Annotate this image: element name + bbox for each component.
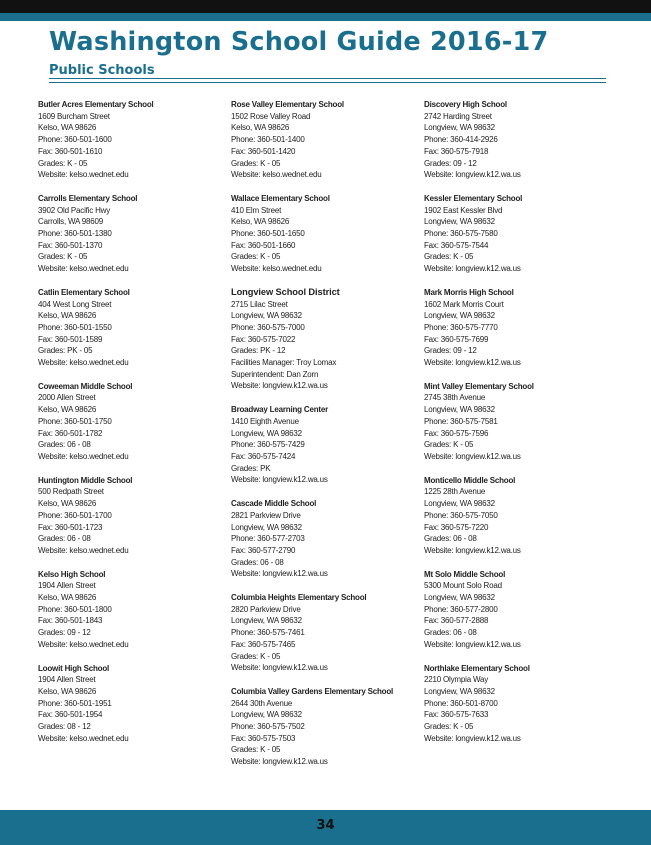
school-entry: [231, 592, 411, 674]
phone-number: Phone: 360-501-1750: [38, 416, 112, 426]
phone-number: Phone: 360-501-8700: [424, 698, 498, 708]
phone-number: Phone: 360-575-7000: [231, 322, 305, 332]
website: Website: longview.k12.wa.us: [424, 545, 521, 555]
website: Website: kelso.wednet.edu: [38, 264, 129, 274]
city-state-zip: Longview, WA 98632: [231, 616, 302, 626]
directory-column-2: [231, 99, 411, 780]
school-name: Cascade Middle School: [231, 499, 317, 509]
city-state-zip: Kelso, WA 98626: [38, 311, 97, 321]
school-name: Columbia Valley Gardens Elementary School: [231, 686, 394, 696]
website: Website: longview.k12.wa.us: [424, 451, 521, 461]
website: Website: longview.k12.wa.us: [231, 475, 328, 485]
school-name: Kessler Elementary School: [424, 193, 523, 203]
phone-number: Phone: 360-575-7050: [424, 510, 498, 520]
school-name: Catlin Elementary School: [38, 287, 130, 297]
fax-number: Fax: 360-501-1843: [38, 616, 103, 626]
directory-column-3: [424, 99, 604, 756]
city-state-zip: Longview, WA 98632: [231, 710, 302, 720]
city-state-zip: Longview, WA 98632: [424, 311, 495, 321]
street-address: 5300 Mount Solo Road: [424, 581, 502, 591]
phone-number: Phone: 360-501-1800: [38, 604, 112, 614]
street-address: 410 Elm Street: [231, 205, 282, 215]
phone-number: Phone: 360-577-2800: [424, 604, 498, 614]
section-subtitle: Public Schools: [49, 63, 155, 78]
street-address: 500 Redpath Street: [38, 487, 104, 497]
school-entry: [424, 381, 604, 463]
grades-range: Grades: K - 05: [424, 722, 474, 732]
city-state-zip: Kelso, WA 98626: [38, 499, 97, 509]
phone-number: Phone: 360-575-7429: [231, 440, 305, 450]
website: Website: longview.k12.wa.us: [424, 170, 521, 180]
school-entry: [231, 404, 411, 486]
header-rule: [49, 78, 606, 79]
fax-number: Fax: 360-501-1610: [38, 146, 103, 156]
phone-number: Phone: 360-575-7580: [424, 229, 498, 239]
city-state-zip: Longview, WA 98632: [424, 499, 495, 509]
website: Website: longview.k12.wa.us: [231, 757, 328, 767]
page-number: 34: [316, 818, 335, 833]
school-name: Mint Valley Elementary School: [424, 381, 534, 391]
website: Website: longview.k12.wa.us: [424, 264, 521, 274]
website: Website: kelso.wednet.edu: [38, 451, 129, 461]
grades-range: Grades: K - 05: [231, 651, 281, 661]
fax-number: Fax: 360-577-2888: [424, 616, 489, 626]
grades-range: Grades: K - 05: [231, 252, 281, 262]
grades-range: Grades: 09 - 12: [424, 158, 477, 168]
top-teal-bar: [0, 13, 651, 21]
school-name: Broadway Learning Center: [231, 405, 329, 415]
school-entry: [424, 193, 604, 275]
directory-column-1: [38, 99, 218, 756]
grades-range: Grades: 06 - 08: [231, 557, 284, 567]
phone-number: Phone: 360-575-7502: [231, 722, 305, 732]
grades-range: Grades: K - 05: [424, 440, 474, 450]
street-address: 1904 Allen Street: [38, 675, 96, 685]
school-name: Columbia Heights Elementary School: [231, 593, 367, 603]
school-entry: [424, 99, 604, 181]
city-state-zip: Longview, WA 98632: [424, 593, 495, 603]
school-name: Loowit High School: [38, 663, 110, 673]
school-entry: [424, 475, 604, 557]
school-entry: [231, 498, 411, 580]
website: Website: longview.k12.wa.us: [424, 733, 521, 743]
street-address: 2210 Olympia Way: [424, 675, 489, 685]
street-address: 1225 28th Avenue: [424, 487, 486, 497]
school-entry: [231, 99, 411, 181]
phone-number: Phone: 360-501-1600: [38, 135, 112, 145]
district-name: Longview School District: [231, 286, 340, 297]
phone-number: Phone: 360-577-2703: [231, 534, 305, 544]
grades-range: Grades: 06 - 08: [38, 534, 91, 544]
city-state-zip: Longview, WA 98632: [424, 123, 495, 133]
school-entry: [38, 381, 218, 463]
school-name: Butler Acres Elementary School: [38, 100, 154, 109]
school-entry: [38, 475, 218, 557]
fax-number: Fax: 360-575-7424: [231, 451, 296, 461]
street-address: 2821 Parkview Drive: [231, 510, 301, 520]
fax-number: Fax: 360-501-1723: [38, 522, 103, 532]
header-rule-thin: [49, 82, 606, 83]
grades-range: Grades: PK - 12: [231, 346, 286, 356]
city-state-zip: Longview, WA 98632: [424, 217, 495, 227]
phone-number: Phone: 360-501-1550: [38, 322, 112, 332]
grades-range: Grades: 06 - 08: [38, 440, 91, 450]
website: Website: kelso.wednet.edu: [38, 170, 129, 180]
phone-number: Phone: 360-501-1650: [231, 229, 305, 239]
city-state-zip: Longview, WA 98632: [424, 686, 495, 696]
school-name: Mt Solo Middle School: [424, 569, 506, 579]
fax-number: Fax: 360-501-1370: [38, 240, 103, 250]
street-address: 2820 Parkview Drive: [231, 604, 301, 614]
phone-number: Phone: 360-501-1700: [38, 510, 112, 520]
grades-range: Grades: PK: [231, 463, 271, 473]
street-address: 2742 Harding Street: [424, 111, 492, 121]
fax-number: Fax: 360-501-1589: [38, 334, 103, 344]
street-address: 3902 Old Pacific Hwy: [38, 205, 111, 215]
website: Website: longview.k12.wa.us: [231, 663, 328, 673]
page-title: Washington School Guide 2016-17: [49, 27, 549, 57]
city-state-zip: Kelso, WA 98626: [231, 217, 290, 227]
school-name: Carrolls Elementary School: [38, 193, 138, 203]
district-entry: [231, 287, 411, 392]
city-state-zip: Longview, WA 98632: [231, 311, 302, 321]
fax-number: Fax: 360-575-7220: [424, 522, 489, 532]
website: Website: kelso.wednet.edu: [231, 170, 322, 180]
school-name: Coweeman Middle School: [38, 381, 133, 391]
city-state-zip: Kelso, WA 98626: [38, 405, 97, 415]
website: Website: kelso.wednet.edu: [38, 358, 129, 368]
fax-number: Fax: 360-575-7022: [231, 334, 296, 344]
street-address: 1502 Rose Valley Road: [231, 111, 311, 121]
street-address: 2745 38th Avenue: [424, 393, 486, 403]
fax-number: Fax: 360-501-1954: [38, 710, 103, 720]
school-name: Monticello Middle School: [424, 475, 516, 485]
city-state-zip: Longview, WA 98632: [231, 428, 302, 438]
fax-number: Fax: 360-575-7544: [424, 240, 489, 250]
school-entry: [38, 99, 218, 181]
school-name: Northlake Elementary School: [424, 663, 530, 673]
website: Website: longview.k12.wa.us: [231, 569, 328, 579]
city-state-zip: Carrolls, WA 98609: [38, 217, 104, 227]
school-name: Rose Valley Elementary School: [231, 100, 344, 109]
website: Website: kelso.wednet.edu: [38, 733, 129, 743]
school-name: Wallace Elementary School: [231, 193, 330, 203]
street-address: 2000 Allen Street: [38, 393, 96, 403]
school-entry: [38, 193, 218, 275]
grades-range: Grades: 06 - 08: [424, 628, 477, 638]
website: Website: kelso.wednet.edu: [38, 639, 129, 649]
city-state-zip: Kelso, WA 98626: [38, 593, 97, 603]
fax-number: Fax: 360-575-7596: [424, 428, 489, 438]
school-entry: [38, 569, 218, 651]
street-address: 1609 Burcham Street: [38, 111, 110, 121]
city-state-zip: Longview, WA 98632: [231, 522, 302, 532]
fax-number: Fax: 360-575-7633: [424, 710, 489, 720]
phone-number: Phone: 360-414-2926: [424, 135, 498, 145]
school-entry: [424, 287, 604, 369]
fax-number: Fax: 360-577-2790: [231, 545, 296, 555]
fax-number: Fax: 360-575-7465: [231, 639, 296, 649]
phone-number: Phone: 360-501-1951: [38, 698, 112, 708]
school-name: Kelso High School: [38, 569, 106, 579]
school-name: Mark Morris High School: [424, 287, 514, 297]
fax-number: Fax: 360-501-1660: [231, 240, 296, 250]
city-state-zip: Longview, WA 98632: [424, 405, 495, 415]
facilities-manager: Facilities Manager: Troy Lomax: [231, 358, 337, 368]
fax-number: Fax: 360-575-7503: [231, 733, 296, 743]
fax-number: Fax: 360-575-7918: [424, 146, 489, 156]
website: Website: kelso.wednet.edu: [231, 264, 322, 274]
website: Website: longview.k12.wa.us: [231, 381, 328, 391]
website: Website: kelso.wednet.edu: [38, 545, 129, 555]
street-address: 1410 Eighth Avenue: [231, 416, 299, 426]
school-entry: [424, 663, 604, 745]
city-state-zip: Kelso, WA 98626: [38, 123, 97, 133]
school-name: Discovery High School: [424, 100, 507, 109]
phone-number: Phone: 360-575-7581: [424, 416, 498, 426]
street-address: 2715 Lilac Street: [231, 299, 288, 309]
grades-range: Grades: K - 05: [231, 745, 281, 755]
school-entry: [231, 193, 411, 275]
top-black-bar: [0, 0, 651, 13]
grades-range: Grades: 08 - 12: [38, 722, 91, 732]
website: Website: longview.k12.wa.us: [424, 639, 521, 649]
superintendent: Superintendent: Dan Zorn: [231, 369, 319, 379]
fax-number: Fax: 360-501-1782: [38, 428, 103, 438]
street-address: 1602 Mark Morris Court: [424, 299, 504, 309]
grades-range: Grades: 09 - 12: [424, 346, 477, 356]
fax-number: Fax: 360-575-7699: [424, 334, 489, 344]
website: Website: longview.k12.wa.us: [424, 358, 521, 368]
street-address: 404 West Long Street: [38, 299, 112, 309]
phone-number: Phone: 360-575-7770: [424, 322, 498, 332]
city-state-zip: Kelso, WA 98626: [231, 123, 290, 133]
phone-number: Phone: 360-575-7461: [231, 628, 305, 638]
phone-number: Phone: 360-501-1380: [38, 229, 112, 239]
grades-range: Grades: K - 05: [38, 252, 88, 262]
school-entry: [38, 663, 218, 745]
grades-range: Grades: PK - 05: [38, 346, 93, 356]
city-state-zip: Kelso, WA 98626: [38, 686, 97, 696]
school-entry: [38, 287, 218, 369]
grades-range: Grades: 06 - 08: [424, 534, 477, 544]
street-address: 1902 East Kessler Blvd: [424, 205, 503, 215]
street-address: 1904 Allen Street: [38, 581, 96, 591]
grades-range: Grades: K - 05: [38, 158, 88, 168]
grades-range: Grades: K - 05: [231, 158, 281, 168]
street-address: 2644 30th Avenue: [231, 698, 293, 708]
school-name: Huntington Middle School: [38, 475, 133, 485]
fax-number: Fax: 360-501-1420: [231, 146, 296, 156]
school-entry: [231, 686, 411, 768]
phone-number: Phone: 360-501-1400: [231, 135, 305, 145]
school-entry: [424, 569, 604, 651]
grades-range: Grades: 09 - 12: [38, 628, 91, 638]
grades-range: Grades: K - 05: [424, 252, 474, 262]
